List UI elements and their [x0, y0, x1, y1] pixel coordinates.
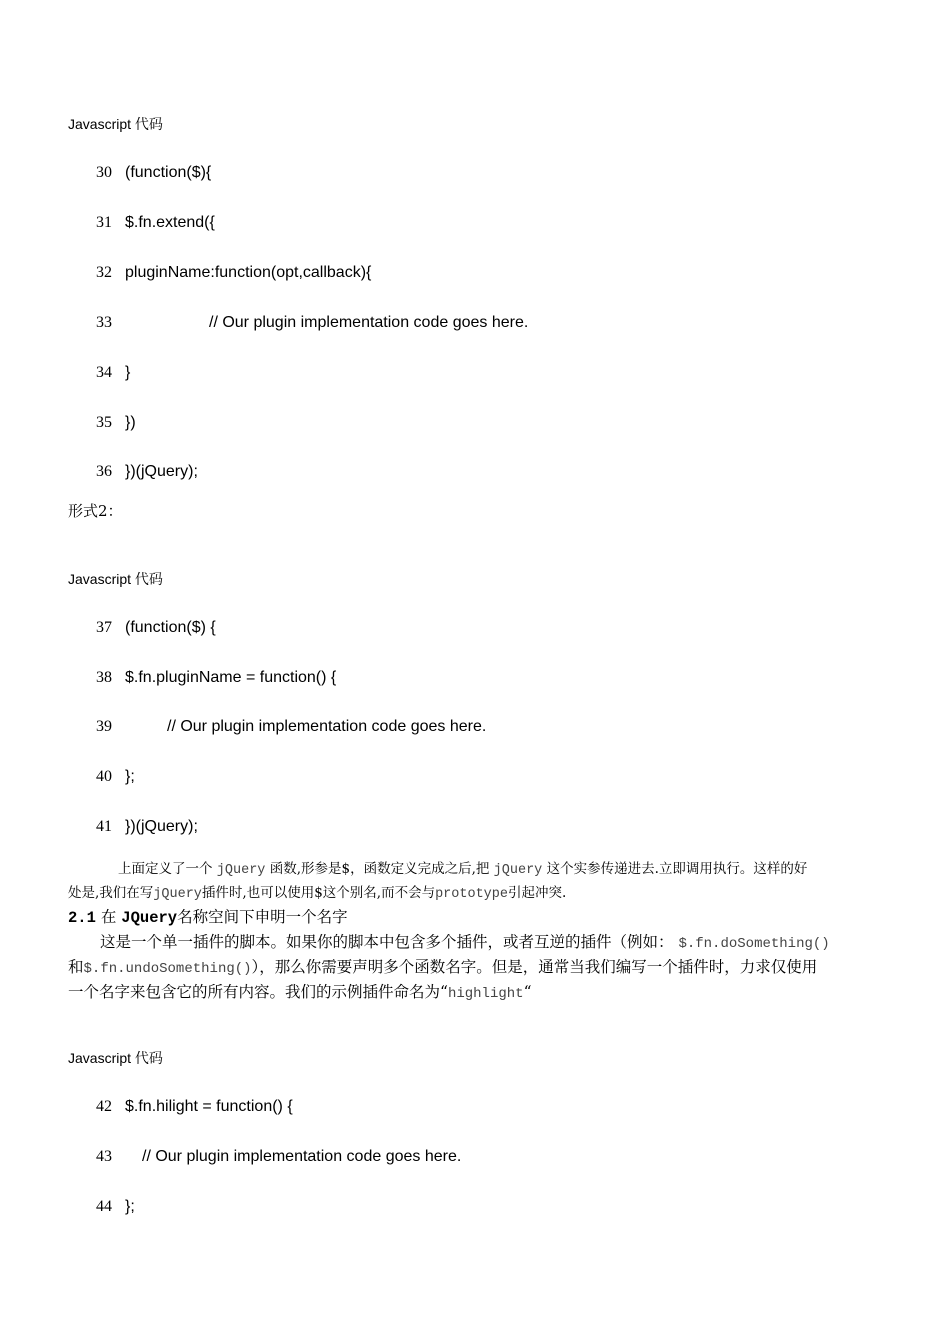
paragraph-line: [68, 955, 817, 977]
code-comment: // Our plugin implementation code goes here.: [142, 1148, 462, 1165]
paragraph-line: [100, 930, 830, 952]
code-span: highlight: [447, 986, 524, 1002]
line-number: 33: [96, 314, 112, 331]
paragraph-line: [118, 857, 807, 878]
text-span: 这个实参传递进去.立即调用执行。这样的好: [546, 861, 808, 877]
line-number: 41: [96, 818, 112, 835]
code-line: (function($){: [125, 164, 212, 181]
line-number: 35: [96, 414, 112, 431]
code-line: })(jQuery);: [125, 818, 198, 835]
code-span: jQuery: [493, 863, 543, 878]
section-number: 2.1: [68, 909, 96, 927]
code-block-label: Javascript 代码: [68, 1050, 163, 1066]
code-block-label: Javascript 代码: [68, 116, 163, 132]
text-span: 和: [68, 958, 84, 976]
line-number: 37: [96, 619, 112, 636]
line-number: 30: [96, 164, 112, 181]
code-line: $.fn.pluginName = function() {: [125, 669, 337, 686]
code-line: };: [125, 1198, 135, 1215]
code-line: })(jQuery);: [125, 463, 198, 480]
code-span: jQuery: [216, 863, 266, 878]
code-line: }): [125, 414, 136, 431]
line-number: 38: [96, 669, 112, 686]
line-number: 36: [96, 463, 112, 480]
section-heading: [68, 905, 348, 927]
code-span: $.fn.undoSomething(): [83, 961, 252, 977]
form-label: 形式2：: [68, 502, 123, 520]
text-span: 处是,我们在写: [68, 885, 154, 901]
line-number: 43: [96, 1148, 112, 1165]
line-number: 40: [96, 768, 112, 785]
code-line: pluginName:function(opt,callback){: [125, 264, 372, 281]
code-line: $.fn.extend({: [125, 214, 215, 231]
text-span: 函数,形参是$，函数定义完成之后,把: [269, 861, 490, 877]
code-line: }: [125, 364, 131, 381]
text-span: 在: [100, 908, 117, 926]
code-comment: // Our plugin implementation code goes here.: [167, 718, 487, 735]
code-comment: // Our plugin implementation code goes here.: [209, 314, 529, 331]
code-block-label: Javascript 代码: [68, 571, 163, 587]
code-span: JQuery: [121, 909, 178, 927]
code-span: jQuery: [153, 887, 202, 902]
line-number: 44: [96, 1198, 112, 1215]
text-span: 上面定义了一个: [118, 861, 213, 877]
paragraph-line: [68, 980, 532, 1002]
line-number: 34: [96, 364, 112, 381]
text-span: “: [523, 983, 532, 1001]
code-span: prototype: [435, 887, 508, 902]
paragraph-line: [68, 881, 566, 902]
text-span: ），那么你需要声明多个函数名字。但是，通常当我们编写一个插件时，力求仅使用: [251, 958, 818, 976]
line-number: 42: [96, 1098, 112, 1115]
line-number: 39: [96, 718, 112, 735]
line-number: 31: [96, 214, 112, 231]
code-line: $.fn.hilight = function() {: [125, 1098, 293, 1115]
text-span: 一个名字来包含它的所有内容。我们的示例插件命名为“: [68, 983, 448, 1001]
text-span: 这是一个单一插件的脚本。如果你的脚本中包含多个插件，或者互逆的插件（例如：: [100, 933, 674, 951]
code-line: (function($) {: [125, 619, 216, 636]
text-span: 名称空间下申明一个名字: [177, 908, 348, 926]
code-line: };: [125, 768, 135, 785]
code-span: $.fn.doSomething(): [678, 936, 830, 952]
text-span: 引起冲突.: [508, 885, 567, 901]
text-span: 插件时,也可以使用$这个别名,而不会与: [201, 885, 436, 901]
line-number: 32: [96, 264, 112, 281]
